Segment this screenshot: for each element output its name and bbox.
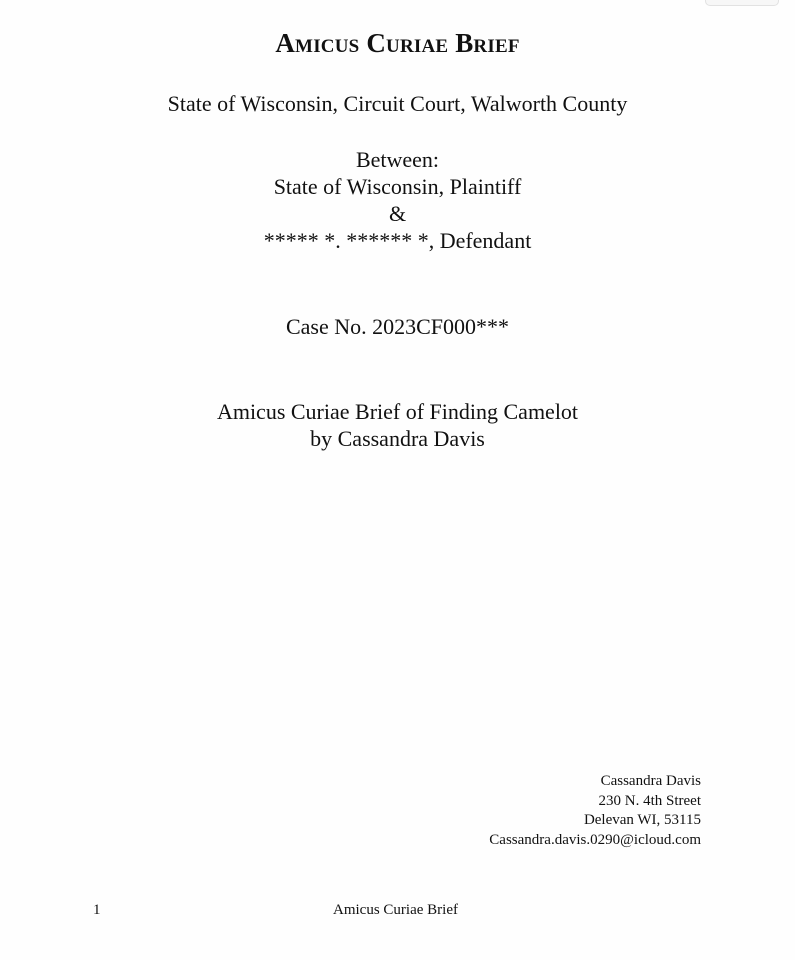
footer-running-title: Amicus Curiae Brief [333,902,458,918]
between-label: Between: [355,147,440,172]
parties-block [0,146,795,254]
address-street: 230 N. 4th Street [598,792,701,809]
brief-title: Amicus Curiae Brief of Finding Camelot [216,399,579,424]
ampersand-line: & [388,201,407,226]
address-email: Cassandra.davis.0290@icloud.com [489,831,701,848]
address-city: Delevan WI, 53115 [583,812,701,828]
address-name: Cassandra Davis [600,773,701,789]
author-line: by Cassandra Davis [310,426,485,451]
footer-page-number: 1 [93,902,101,918]
document-title: Amicus Curiae Brief [275,28,520,58]
address-block [489,772,701,850]
window-tab-edge [705,0,779,6]
brief-title-block [0,398,795,452]
court-heading: State of Wisconsin, Circuit Court, Walworth County [167,91,628,116]
defendant-line: ***** *. ****** *, Defendant [263,228,532,253]
plaintiff-line: State of Wisconsin, Plaintiff [273,174,522,199]
case-number: Case No. 2023CF000*** [285,314,510,339]
